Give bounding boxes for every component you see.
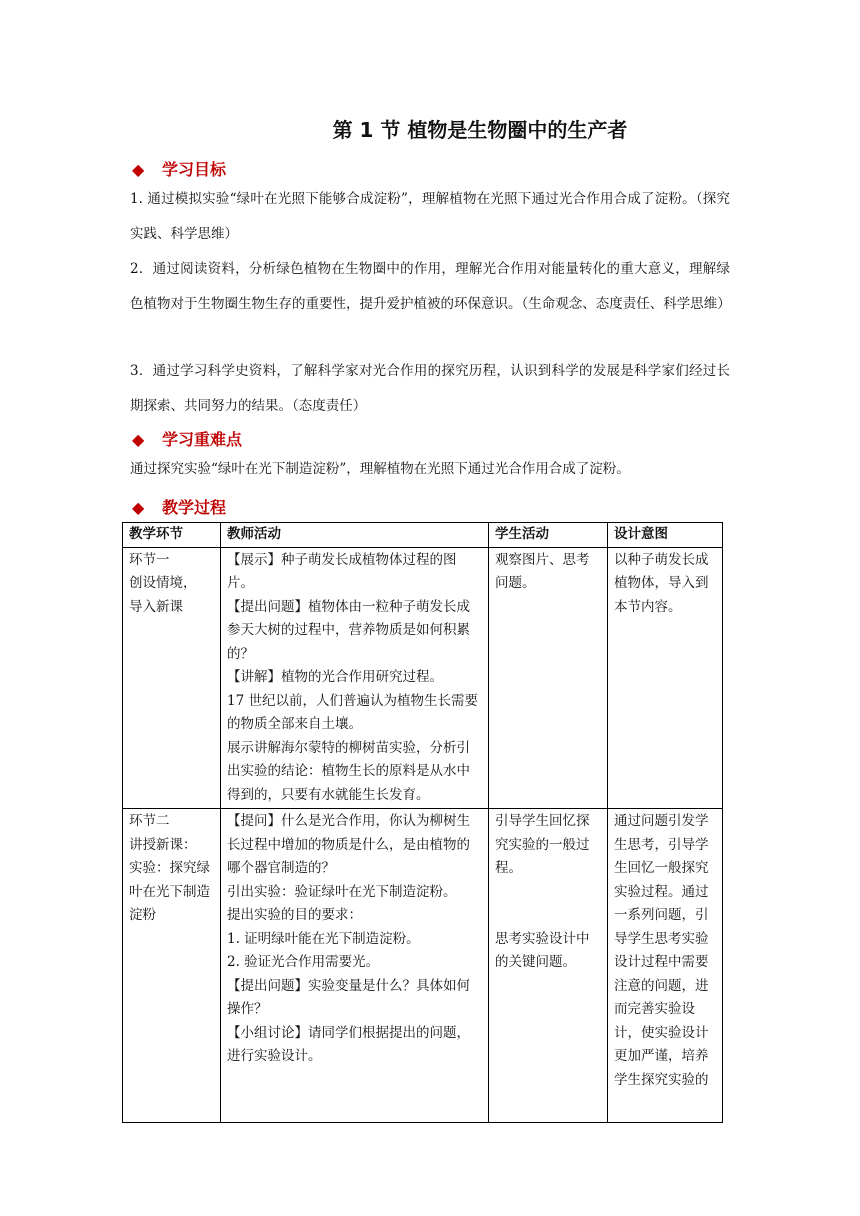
goal-item-2: 2．通过阅读资料，分析绿色植物在生物圈中的作用，理解光合作用对能量转化的重大意义，理解绿色植物对于生物圈生物生存的重要性，提升爱护植被的环保意识。（生命观念、态度责任、科学思维）	[130, 261, 731, 312]
goal-item-1: 1. 通过模拟实验“绿叶在光照下能够合成淀粉”，理解植物在光照下通过光合作用合成了淀粉。（探究实践、科学思维）	[130, 191, 730, 242]
stage-line: 实验：探究绿叶在光下制造淀粉	[129, 860, 210, 923]
teacher-activity-cell	[221, 809, 489, 1123]
student-activity-line: 观察图片、思考问题。	[495, 551, 590, 591]
student-activity-line: 思考实验设计中的关键问题。	[495, 930, 590, 970]
teacher-activity-line: 展示讲解海尔蒙特的柳树苗实验，分析引出实验的结论：植物生长的原料是从水中得到的，只要有水就能生长发育。	[227, 739, 470, 803]
table-header-row	[123, 523, 723, 548]
design-intent-cell	[608, 809, 723, 1123]
table-row	[123, 547, 723, 809]
teacher-activity-line: 【提出问题】实验变量是什么？具体如何操作？	[227, 977, 470, 1017]
teacher-activity-line: 2. 验证光合作用需要光。	[227, 954, 380, 970]
design-intent-text: 通过问题引发学生思考，引导学生回忆一般探究实验过程。通过一系列问题，引导学生思考实验设计过程中需要注意的问题，进而完善实验设计，使实验设计更加严谨，培养学生探究实验的	[614, 813, 709, 1088]
section-heading-label: 教学过程	[162, 498, 227, 517]
design-intent-text: 以种子萌发长成植物体，导入到本节内容。	[614, 551, 709, 615]
design-intent-cell	[608, 547, 723, 809]
spacer	[495, 881, 601, 928]
section-heading-label: 学习目标	[162, 160, 227, 179]
teacher-activity-line: 17 世纪以前，人们普遍认为植物生长需要的物质全部来自土壤。	[227, 692, 478, 732]
teacher-activity-line: 提出实验的目的要求：	[227, 907, 362, 923]
teacher-activity-line: 【讲解】植物的光合作用研究过程。	[227, 669, 443, 685]
diamond-bullet-icon: ◆	[132, 498, 145, 517]
teacher-activity-line: 引出实验：验证绿叶在光下制造淀粉。	[227, 883, 457, 900]
stage-line: 环节一	[129, 551, 170, 568]
stage-line: 讲授新课：	[129, 836, 197, 853]
teacher-activity-line: 【提出问题】植物体由一粒种子萌发长成参天大树的过程中，营养物质是如何积累的？	[227, 598, 470, 662]
stage-cell	[123, 809, 221, 1123]
section-heading-label: 学习重难点	[162, 430, 243, 449]
stage-line: 环节二	[129, 813, 170, 829]
page-title: 第 1 节 植物是生物圈中的生产者	[332, 118, 628, 142]
teacher-activity-line: 【小组讨论】请同学们根据提出的问题，进行实验设计。	[227, 1024, 470, 1064]
header-student-activity: 学生活动	[489, 523, 608, 548]
header-teacher-activity: 教师活动	[221, 523, 489, 548]
key-points-text: 通过探究实验“绿叶在光下制造淀粉”，理解植物在光照下通过光合作用合成了淀粉。	[130, 461, 630, 477]
teacher-activity-cell	[221, 547, 489, 809]
table-row	[123, 809, 723, 1123]
student-activity-cell	[489, 809, 608, 1123]
section-heading-key-points	[132, 427, 242, 450]
stage-line: 导入新课	[129, 598, 183, 615]
section-heading-goals	[132, 157, 226, 180]
stage-cell	[123, 547, 221, 809]
stage-line: 创设情境，	[129, 575, 197, 591]
diamond-bullet-icon: ◆	[132, 160, 145, 179]
goal-item-3: 3．通过学习科学史资料，了解科学家对光合作用的探究历程，认识到科学的发展是科学家们经过长期探索、共同努力的结果。（态度责任）	[130, 363, 730, 414]
teacher-activity-line: 1. 证明绿叶能在光下制造淀粉。	[227, 930, 420, 947]
teacher-activity-line: 【展示】种子萌发长成植物体过程的图片。	[227, 551, 457, 591]
header-design-intent: 设计意图	[608, 523, 723, 548]
section-heading-process	[132, 495, 226, 518]
teacher-activity-line: 【提问】什么是光合作用，你认为柳树生长过程中增加的物质是什么，是由植物的哪个器官制造的？	[227, 813, 470, 876]
diamond-bullet-icon: ◆	[132, 430, 145, 449]
student-activity-line: 引导学生回忆探究实验的一般过程。	[495, 813, 590, 876]
header-stage: 教学环节	[123, 523, 221, 548]
student-activity-cell	[489, 547, 608, 809]
teaching-process-table	[122, 522, 723, 1123]
